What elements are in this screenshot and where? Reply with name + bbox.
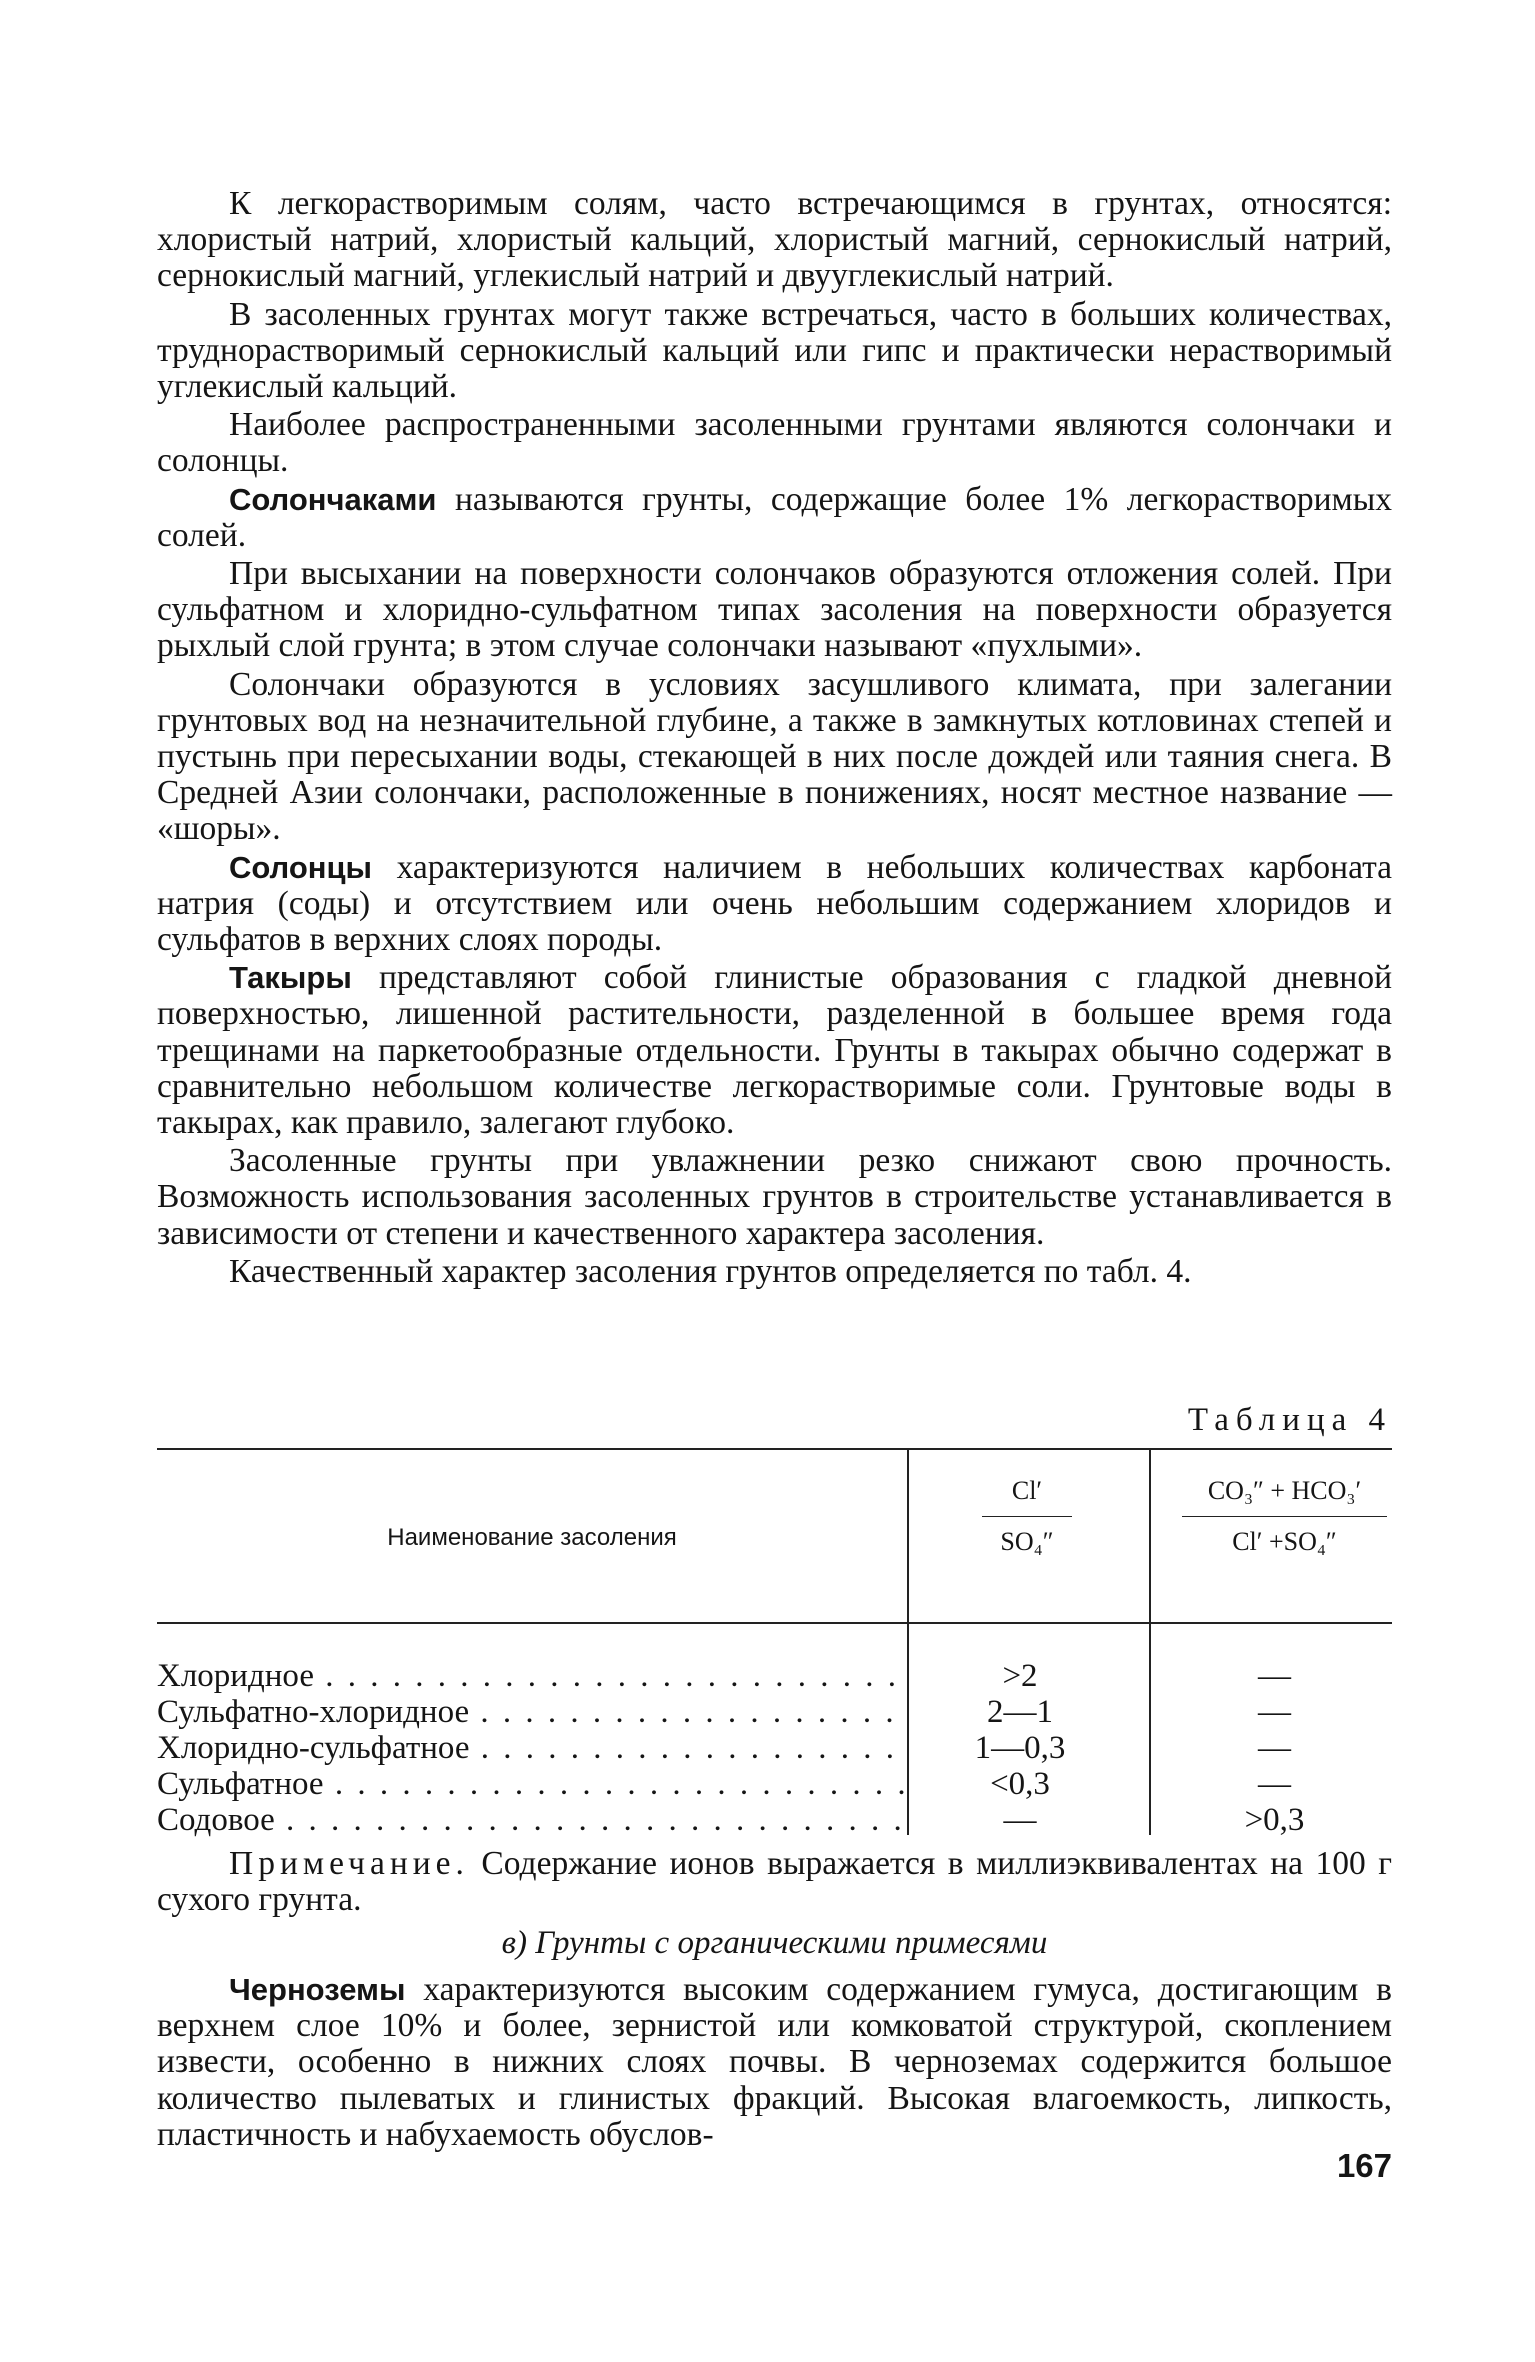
paragraph: Солончаки образуются в условиях засушливого климата, при залегании грунтовых вод на незначительной глубине, а также в замкнутых котловинах степей и пустынь при пересыхании воды, стекающей в них после дождей или таяния снега. В Средней Азии солончаки, расположенные в понижениях, носят местное название — «шоры». bbox=[157, 665, 1392, 848]
term-solonchaki: Солончаками bbox=[229, 481, 437, 517]
table-caption: Таблица 4 bbox=[1187, 1402, 1392, 1438]
table-row: Содовое . . . — >0,3 bbox=[157, 1802, 1392, 1838]
table-note bbox=[157, 1846, 1392, 1918]
paragraph: Черноземы характеризуются высоким содержанием гумуса, достигающим в верхнем слое 10% и более, зернистой или комковатой структурой, скоплением извести, особенно в нижних слоях почвы. В черноземах содержится большое количество пылеватых и глинистых фракций. Высокая влагоемкость, липкость, пластичность и набухаемость обуслов- bbox=[157, 1971, 1392, 2153]
term-takyry: Такыры bbox=[229, 960, 352, 996]
paragraph: Такыры представляют собой глинистые образования с гладкой дневной поверхностью, лишенной растительности, разделенной в большее время года трещинами на паркетообразные отдельности. Грунты в такырах обычно содержат в сравнительно небольшом количестве легкорастворимые соли. Грунтовые воды в такырах, как правило, залегают глубоко. bbox=[157, 959, 1392, 1142]
paragraph: Наиболее распространенными засоленными грунтами являются солончаки и солонцы. bbox=[157, 406, 1392, 480]
paragraph: Качественный характер засоления грунтов определяется по табл. 4. bbox=[229, 1252, 1192, 1290]
term-solontsy: Солонцы bbox=[229, 849, 373, 885]
page-number: 167 bbox=[1336, 2147, 1392, 2184]
paragraph: Засоленные грунты при увлажнении резко снижают свою прочность. Возможность использования засоленных грунтов в строительстве устанавливается в зависимости от степени и качественного характера засоления. bbox=[157, 1142, 1392, 1252]
note-text: Содержание ионов выражается в миллиэквивалентах на 100 г сухого грунта. bbox=[157, 1845, 1392, 1919]
header-ratio-co3-hco3: CO₃″ + HCO₃′ Cl′ +SO₄″ bbox=[1182, 1476, 1387, 1557]
paragraph: К легкорастворимым солям, часто встречающимся в грунтах, относятся: хлористый натрий, хлористый кальций, хлористый магний, сернокислый натрий, сернокислый магний, углекислый натрий и двууглекислый натрий. bbox=[157, 185, 1392, 295]
table-row: Хлоридное . . . >2 — bbox=[157, 1658, 1392, 1694]
table-top-rule bbox=[157, 1448, 1392, 1450]
body-text-2 bbox=[157, 1972, 1392, 2153]
note-label: Примечание. bbox=[229, 1845, 469, 1882]
table-row: Сульфатное . . . <0,3 — bbox=[157, 1766, 1392, 1802]
salinity-table bbox=[157, 1448, 1392, 1838]
paragraph: Солонцы характеризуются наличием в небольших количествах карбоната натрия (соды) и отсутствием или очень небольшим содержанием хлоридов и сульфатов в верхних слоях породы. bbox=[157, 848, 1392, 959]
paragraph: При высыхании на поверхности солончаков образуются отложения солей. При сульфатном и хлоридно-сульфатном типах засоления на поверхности образуется рыхлый слой грунта; в этом случае солончаки называют «пухлыми». bbox=[157, 555, 1392, 665]
body-text bbox=[157, 186, 1392, 1290]
paragraph: Солончаками называются грунты, содержащие более 1% легкорастворимых солей. bbox=[157, 480, 1392, 554]
section-heading: в) Грунты с органическими примесями bbox=[501, 1925, 1048, 1961]
header-ratio-cl-so4: $\frac{Cl'}{\text{SO₄″}}$ bbox=[982, 1476, 1072, 1557]
paragraph: В засоленных грунтах могут также встречаться, часто в больших количествах, труднорастворимый сернокислый кальций или гипс и практически нерастворимый углекислый кальций. bbox=[157, 295, 1392, 406]
term-chernozemy: Черноземы bbox=[229, 1972, 406, 2007]
table-row: Хлоридно-сульфатное . . . 1—0,3 — bbox=[157, 1730, 1392, 1766]
header-name: Наименование засоления bbox=[387, 1524, 677, 1551]
table-header-rule bbox=[157, 1622, 1392, 1624]
table-row: Сульфатно-хлоридное . . . 2—1 — bbox=[157, 1694, 1392, 1730]
